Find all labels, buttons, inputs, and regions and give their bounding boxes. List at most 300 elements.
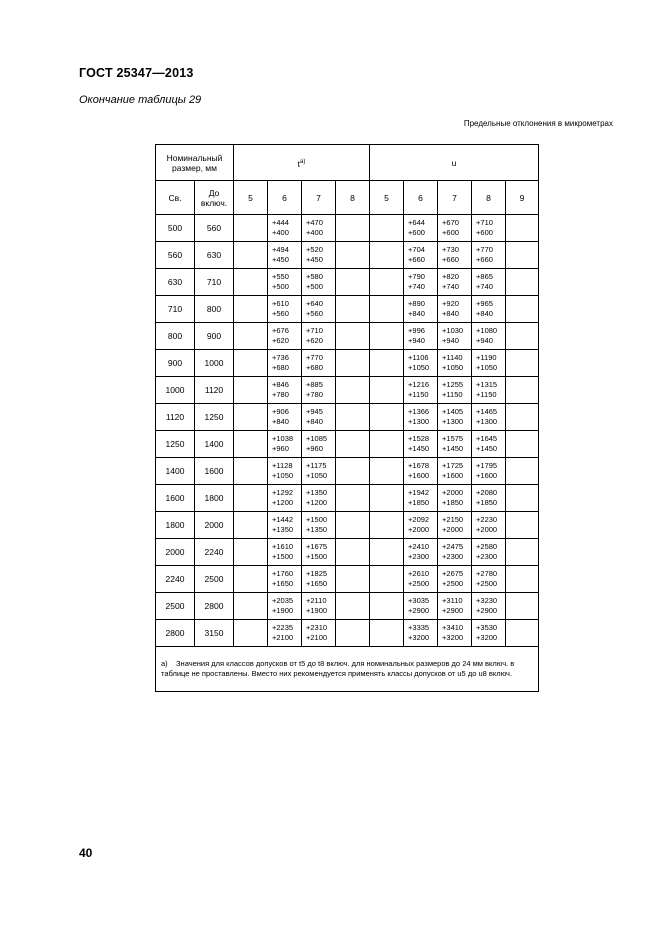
upper-deviation: +1128 <box>272 461 293 470</box>
size-over: 1400 <box>156 458 195 485</box>
upper-deviation: +1675 <box>306 542 328 551</box>
deviation-cell-t7 <box>302 539 336 566</box>
size-over: 800 <box>156 323 195 350</box>
upper-deviation: +1465 <box>476 407 498 416</box>
lower-deviation: +600 <box>442 228 459 237</box>
deviation-cell-u7 <box>438 431 472 458</box>
lower-deviation: +2900 <box>442 606 464 615</box>
lower-deviation: +2500 <box>476 579 498 588</box>
deviation-cell-u6 <box>404 431 438 458</box>
deviation-cell-t5 <box>234 485 268 512</box>
deviation-cell-u9 <box>506 566 539 593</box>
lower-deviation: +840 <box>306 417 323 426</box>
deviation-cell-u8 <box>472 323 506 350</box>
upper-deviation: +890 <box>408 299 425 308</box>
lower-deviation: +400 <box>306 228 323 237</box>
lower-deviation: +840 <box>408 309 425 318</box>
upper-deviation: +1366 <box>408 407 430 416</box>
upper-deviation: +2780 <box>476 569 498 578</box>
deviation-cell-u8 <box>472 296 506 323</box>
grade-u5: 5 <box>370 181 404 215</box>
deviation-cell-u6 <box>404 323 438 350</box>
deviation-cell-t8 <box>336 404 370 431</box>
deviation-cell-t6 <box>268 593 302 620</box>
upper-deviation: +846 <box>272 380 289 389</box>
size-over: 1800 <box>156 512 195 539</box>
deviation-cell-t5 <box>234 593 268 620</box>
deviation-cell-t6 <box>268 377 302 404</box>
deviation-cell-t8 <box>336 296 370 323</box>
upper-deviation: +2235 <box>272 623 294 632</box>
upper-deviation: +2000 <box>442 488 464 497</box>
upper-deviation: +945 <box>306 407 323 416</box>
lower-deviation: +1600 <box>442 471 464 480</box>
lower-deviation: +1500 <box>272 552 294 561</box>
lower-deviation: +1850 <box>442 498 464 507</box>
deviation-cell-t7 <box>302 458 336 485</box>
size-over: 630 <box>156 269 195 296</box>
lower-deviation: +840 <box>272 417 289 426</box>
deviation-cell-t5 <box>234 242 268 269</box>
table-row <box>156 593 539 620</box>
upper-deviation: +2675 <box>442 569 464 578</box>
size-upto: 2240 <box>195 539 234 566</box>
deviation-cell-t7 <box>302 350 336 377</box>
footnote-mark: а) <box>161 659 168 668</box>
lower-deviation: +960 <box>306 444 323 453</box>
document-code: ГОСТ 25347—2013 <box>79 66 194 80</box>
lower-deviation: +2000 <box>408 525 430 534</box>
deviation-cell-t7 <box>302 566 336 593</box>
lower-deviation: +1650 <box>306 579 328 588</box>
lower-deviation: +960 <box>272 444 289 453</box>
lower-deviation: +400 <box>272 228 289 237</box>
lower-deviation: +1150 <box>408 390 429 399</box>
upper-deviation: +2310 <box>306 623 328 632</box>
deviation-cell-t8 <box>336 539 370 566</box>
page-number: 40 <box>79 846 93 860</box>
tolerance-table <box>155 144 539 692</box>
deviation-cell-t8 <box>336 242 370 269</box>
size-over: 900 <box>156 350 195 377</box>
deviation-cell-u5 <box>370 512 404 539</box>
upper-deviation: +1795 <box>476 461 498 470</box>
upper-deviation: +1645 <box>476 434 498 443</box>
deviation-cell-u7 <box>438 620 472 647</box>
deviation-cell-u8 <box>472 512 506 539</box>
upper-deviation: +1106 <box>408 353 429 362</box>
lower-deviation: +740 <box>476 282 493 291</box>
deviation-cell-u9 <box>506 296 539 323</box>
deviation-cell-u5 <box>370 350 404 377</box>
lower-deviation: +840 <box>442 309 459 318</box>
deviation-cell-t6 <box>268 458 302 485</box>
upper-deviation: +1350 <box>306 488 328 497</box>
lower-deviation: +740 <box>408 282 425 291</box>
table-row <box>156 404 539 431</box>
t-footnote-mark: а) <box>300 158 306 165</box>
upper-deviation: +1825 <box>306 569 328 578</box>
deviation-cell-u6 <box>404 242 438 269</box>
deviation-cell-t6 <box>268 350 302 377</box>
upper-deviation: +1085 <box>306 434 328 443</box>
deviation-cell-u7 <box>438 323 472 350</box>
lower-deviation: +2000 <box>442 525 464 534</box>
deviation-cell-t8 <box>336 377 370 404</box>
lower-deviation: +660 <box>476 255 493 264</box>
deviation-cell-u5 <box>370 431 404 458</box>
deviation-cell-u7 <box>438 593 472 620</box>
lower-deviation: +1200 <box>272 498 294 507</box>
upper-deviation: +704 <box>408 245 425 254</box>
deviation-cell-u8 <box>472 593 506 620</box>
deviation-cell-u9 <box>506 539 539 566</box>
upper-deviation: +820 <box>442 272 459 281</box>
deviation-cell-u9 <box>506 269 539 296</box>
deviation-cell-u8 <box>472 377 506 404</box>
upper-deviation: +790 <box>408 272 425 281</box>
lower-deviation: +660 <box>408 255 425 264</box>
upper-deviation: +3530 <box>476 623 498 632</box>
size-upto: 2500 <box>195 566 234 593</box>
deviation-cell-u5 <box>370 620 404 647</box>
lower-deviation: +620 <box>272 336 289 345</box>
deviation-cell-u5 <box>370 242 404 269</box>
lower-deviation: +1350 <box>306 525 328 534</box>
deviation-cell-u7 <box>438 539 472 566</box>
lower-deviation: +940 <box>408 336 425 345</box>
lower-deviation: +1600 <box>476 471 498 480</box>
deviation-cell-u7 <box>438 404 472 431</box>
deviation-cell-t6 <box>268 323 302 350</box>
upper-deviation: +1942 <box>408 488 430 497</box>
deviation-cell-t5 <box>234 431 268 458</box>
deviation-cell-u8 <box>472 539 506 566</box>
lower-deviation: +560 <box>306 309 323 318</box>
deviation-cell-t8 <box>336 431 370 458</box>
deviation-cell-t7 <box>302 296 336 323</box>
size-upto: 1400 <box>195 431 234 458</box>
upper-deviation: +3335 <box>408 623 430 632</box>
deviation-cell-u9 <box>506 404 539 431</box>
deviation-cell-u7 <box>438 242 472 269</box>
size-upto: 1250 <box>195 404 234 431</box>
grade-u9: 9 <box>506 181 539 215</box>
deviation-cell-u8 <box>472 620 506 647</box>
upper-deviation: +1080 <box>476 326 498 335</box>
size-over: 2240 <box>156 566 195 593</box>
deviation-cell-u6 <box>404 566 438 593</box>
upper-deviation: +610 <box>272 299 289 308</box>
upper-deviation: +920 <box>442 299 459 308</box>
table-row <box>156 323 539 350</box>
deviation-cell-t5 <box>234 566 268 593</box>
upper-deviation: +494 <box>272 245 289 254</box>
lower-deviation: +2000 <box>476 525 498 534</box>
table-row <box>156 296 539 323</box>
size-over: 1600 <box>156 485 195 512</box>
table-row <box>156 485 539 512</box>
deviation-cell-u7 <box>438 566 472 593</box>
deviation-cell-u6 <box>404 377 438 404</box>
deviation-cell-t8 <box>336 593 370 620</box>
lower-deviation: +2500 <box>408 579 430 588</box>
size-upto: 560 <box>195 215 234 242</box>
deviation-cell-t5 <box>234 512 268 539</box>
lower-deviation: +500 <box>306 282 323 291</box>
grade-t5: 5 <box>234 181 268 215</box>
upper-deviation: +2080 <box>476 488 498 497</box>
lower-deviation: +1150 <box>442 390 463 399</box>
deviation-cell-t7 <box>302 242 336 269</box>
lower-deviation: +2300 <box>476 552 498 561</box>
deviation-cell-u9 <box>506 377 539 404</box>
size-upto: 630 <box>195 242 234 269</box>
upper-deviation: +1405 <box>442 407 464 416</box>
deviation-cell-u7 <box>438 485 472 512</box>
size-over: 1250 <box>156 431 195 458</box>
size-header: Номинальный размер, мм <box>156 145 234 181</box>
upper-deviation: +2150 <box>442 515 464 524</box>
deviation-cell-u6 <box>404 593 438 620</box>
deviation-cell-t6 <box>268 566 302 593</box>
lower-deviation: +1050 <box>272 471 294 480</box>
deviation-cell-t6 <box>268 215 302 242</box>
deviation-cell-t8 <box>336 485 370 512</box>
deviation-cell-u5 <box>370 539 404 566</box>
table-body <box>156 215 539 647</box>
deviation-cell-t7 <box>302 431 336 458</box>
grade-t8: 8 <box>336 181 370 215</box>
upper-deviation: +996 <box>408 326 425 335</box>
deviation-cell-u5 <box>370 296 404 323</box>
deviation-cell-u8 <box>472 215 506 242</box>
deviation-cell-u9 <box>506 350 539 377</box>
deviation-cell-u9 <box>506 431 539 458</box>
size-over: 710 <box>156 296 195 323</box>
upper-deviation: +470 <box>306 218 323 227</box>
upper-deviation: +1725 <box>442 461 464 470</box>
size-upto: 1000 <box>195 350 234 377</box>
deviation-cell-t5 <box>234 350 268 377</box>
deviation-cell-t7 <box>302 512 336 539</box>
lower-deviation: +1200 <box>306 498 328 507</box>
footnote-text: Значения для классов допусков от t5 до t8 включ. для номинальных размеров до 24 мм включ. в таблице не проставлены. Вместо них рекомендуется применять классы допусков от u5 до u8 включ. <box>161 659 515 678</box>
upper-deviation: +710 <box>476 218 493 227</box>
deviation-cell-u5 <box>370 269 404 296</box>
footnote <box>156 647 539 692</box>
lower-deviation: +940 <box>442 336 459 345</box>
deviation-cell-u9 <box>506 512 539 539</box>
upper-deviation: +1175 <box>306 461 327 470</box>
lower-deviation: +1450 <box>408 444 430 453</box>
grade-u6: 6 <box>404 181 438 215</box>
deviation-cell-u7 <box>438 296 472 323</box>
lower-deviation: +450 <box>306 255 323 264</box>
table-row <box>156 431 539 458</box>
deviation-cell-t6 <box>268 431 302 458</box>
deviation-cell-u8 <box>472 566 506 593</box>
upper-deviation: +1315 <box>476 380 498 389</box>
lower-deviation: +1050 <box>476 363 498 372</box>
deviation-cell-u7 <box>438 458 472 485</box>
deviation-cell-u5 <box>370 323 404 350</box>
size-over: 500 <box>156 215 195 242</box>
lower-deviation: +620 <box>306 336 323 345</box>
upper-deviation: +770 <box>476 245 493 254</box>
upper-deviation: +1528 <box>408 434 430 443</box>
table-row <box>156 242 539 269</box>
deviation-cell-u5 <box>370 404 404 431</box>
upper-deviation: +2035 <box>272 596 294 605</box>
deviation-cell-u5 <box>370 458 404 485</box>
deviation-cell-u8 <box>472 404 506 431</box>
deviation-cell-t5 <box>234 404 268 431</box>
deviation-cell-t5 <box>234 215 268 242</box>
upper-deviation: +520 <box>306 245 323 254</box>
deviation-cell-t6 <box>268 269 302 296</box>
deviation-cell-u8 <box>472 350 506 377</box>
upper-deviation: +2580 <box>476 542 498 551</box>
lower-deviation: +1900 <box>306 606 328 615</box>
upper-deviation: +1442 <box>272 515 294 524</box>
deviation-cell-u9 <box>506 620 539 647</box>
lower-deviation: +600 <box>408 228 425 237</box>
deviation-cell-u7 <box>438 350 472 377</box>
lower-deviation: +3200 <box>442 633 464 642</box>
deviation-cell-t7 <box>302 620 336 647</box>
deviation-cell-u6 <box>404 458 438 485</box>
lower-deviation: +2100 <box>306 633 328 642</box>
lower-deviation: +1850 <box>476 498 498 507</box>
lower-deviation: +1150 <box>476 390 497 399</box>
size-over: 2800 <box>156 620 195 647</box>
size-upto: 710 <box>195 269 234 296</box>
deviation-cell-u9 <box>506 215 539 242</box>
deviation-cell-u5 <box>370 593 404 620</box>
deviation-cell-t8 <box>336 620 370 647</box>
deviation-cell-u7 <box>438 512 472 539</box>
deviation-cell-u9 <box>506 458 539 485</box>
upper-deviation: +1216 <box>408 380 430 389</box>
deviation-cell-u6 <box>404 296 438 323</box>
size-upto: 1600 <box>195 458 234 485</box>
deviation-cell-u6 <box>404 404 438 431</box>
deviation-cell-t7 <box>302 404 336 431</box>
lower-deviation: +940 <box>476 336 493 345</box>
table-row <box>156 620 539 647</box>
lower-deviation: +680 <box>272 363 289 372</box>
upper-deviation: +1610 <box>272 542 294 551</box>
table-row <box>156 512 539 539</box>
lower-deviation: +780 <box>272 390 289 399</box>
lower-deviation: +500 <box>272 282 289 291</box>
lower-deviation: +600 <box>476 228 493 237</box>
lower-deviation: +450 <box>272 255 289 264</box>
upper-deviation: +965 <box>476 299 493 308</box>
deviation-cell-t6 <box>268 242 302 269</box>
deviation-cell-u6 <box>404 269 438 296</box>
upper-deviation: +676 <box>272 326 289 335</box>
lower-deviation: +840 <box>476 309 493 318</box>
lower-deviation: +1050 <box>442 363 464 372</box>
upper-deviation: +1500 <box>306 515 328 524</box>
deviation-cell-t8 <box>336 269 370 296</box>
deviation-cell-t8 <box>336 215 370 242</box>
deviation-cell-t6 <box>268 620 302 647</box>
upper-deviation: +1678 <box>408 461 430 470</box>
upper-deviation: +2230 <box>476 515 498 524</box>
table-row <box>156 269 539 296</box>
deviation-cell-u9 <box>506 323 539 350</box>
deviation-cell-t5 <box>234 377 268 404</box>
deviation-cell-u6 <box>404 350 438 377</box>
upper-deviation: +1038 <box>272 434 294 443</box>
u-class-header: u <box>370 145 539 181</box>
deviation-cell-t6 <box>268 485 302 512</box>
upper-deviation: +640 <box>306 299 323 308</box>
upper-deviation: +1255 <box>442 380 464 389</box>
upper-deviation: +2475 <box>442 542 464 551</box>
lower-deviation: +2900 <box>408 606 430 615</box>
size-upto: 3150 <box>195 620 234 647</box>
upper-deviation: +2110 <box>306 596 327 605</box>
lower-deviation: +660 <box>442 255 459 264</box>
size-upto: 1120 <box>195 377 234 404</box>
lower-deviation: +1300 <box>408 417 430 426</box>
lower-deviation: +1450 <box>476 444 498 453</box>
lower-deviation: +1850 <box>408 498 430 507</box>
upper-deviation: +736 <box>272 353 289 362</box>
deviation-cell-u6 <box>404 539 438 566</box>
deviation-cell-t8 <box>336 566 370 593</box>
upper-deviation: +2410 <box>408 542 430 551</box>
deviation-cell-u6 <box>404 215 438 242</box>
t-class-header: $t^{а)}$ <box>234 145 370 181</box>
deviation-cell-u8 <box>472 458 506 485</box>
deviation-cell-u9 <box>506 485 539 512</box>
lower-deviation: +1650 <box>272 579 294 588</box>
deviation-cell-t8 <box>336 458 370 485</box>
grade-u8: 8 <box>472 181 506 215</box>
upper-deviation: +1760 <box>272 569 294 578</box>
lower-deviation: +1450 <box>442 444 464 453</box>
size-upto: 2800 <box>195 593 234 620</box>
size-upto: 900 <box>195 323 234 350</box>
table-row <box>156 350 539 377</box>
deviation-cell-t6 <box>268 296 302 323</box>
lower-deviation: +1300 <box>476 417 498 426</box>
deviation-cell-t5 <box>234 620 268 647</box>
deviation-cell-u6 <box>404 620 438 647</box>
deviation-cell-t6 <box>268 404 302 431</box>
deviation-cell-t7 <box>302 215 336 242</box>
table-row <box>156 215 539 242</box>
lower-deviation: +3200 <box>408 633 430 642</box>
upper-deviation: +865 <box>476 272 493 281</box>
over-label: Св. <box>156 181 195 215</box>
deviation-cell-u6 <box>404 485 438 512</box>
lower-deviation: +1050 <box>306 471 328 480</box>
upper-deviation: +670 <box>442 218 459 227</box>
upper-deviation: +444 <box>272 218 289 227</box>
lower-deviation: +1600 <box>408 471 430 480</box>
lower-deviation: +780 <box>306 390 323 399</box>
upper-deviation: +885 <box>306 380 323 389</box>
deviation-cell-t5 <box>234 539 268 566</box>
deviation-cell-t7 <box>302 485 336 512</box>
deviation-cell-t5 <box>234 296 268 323</box>
